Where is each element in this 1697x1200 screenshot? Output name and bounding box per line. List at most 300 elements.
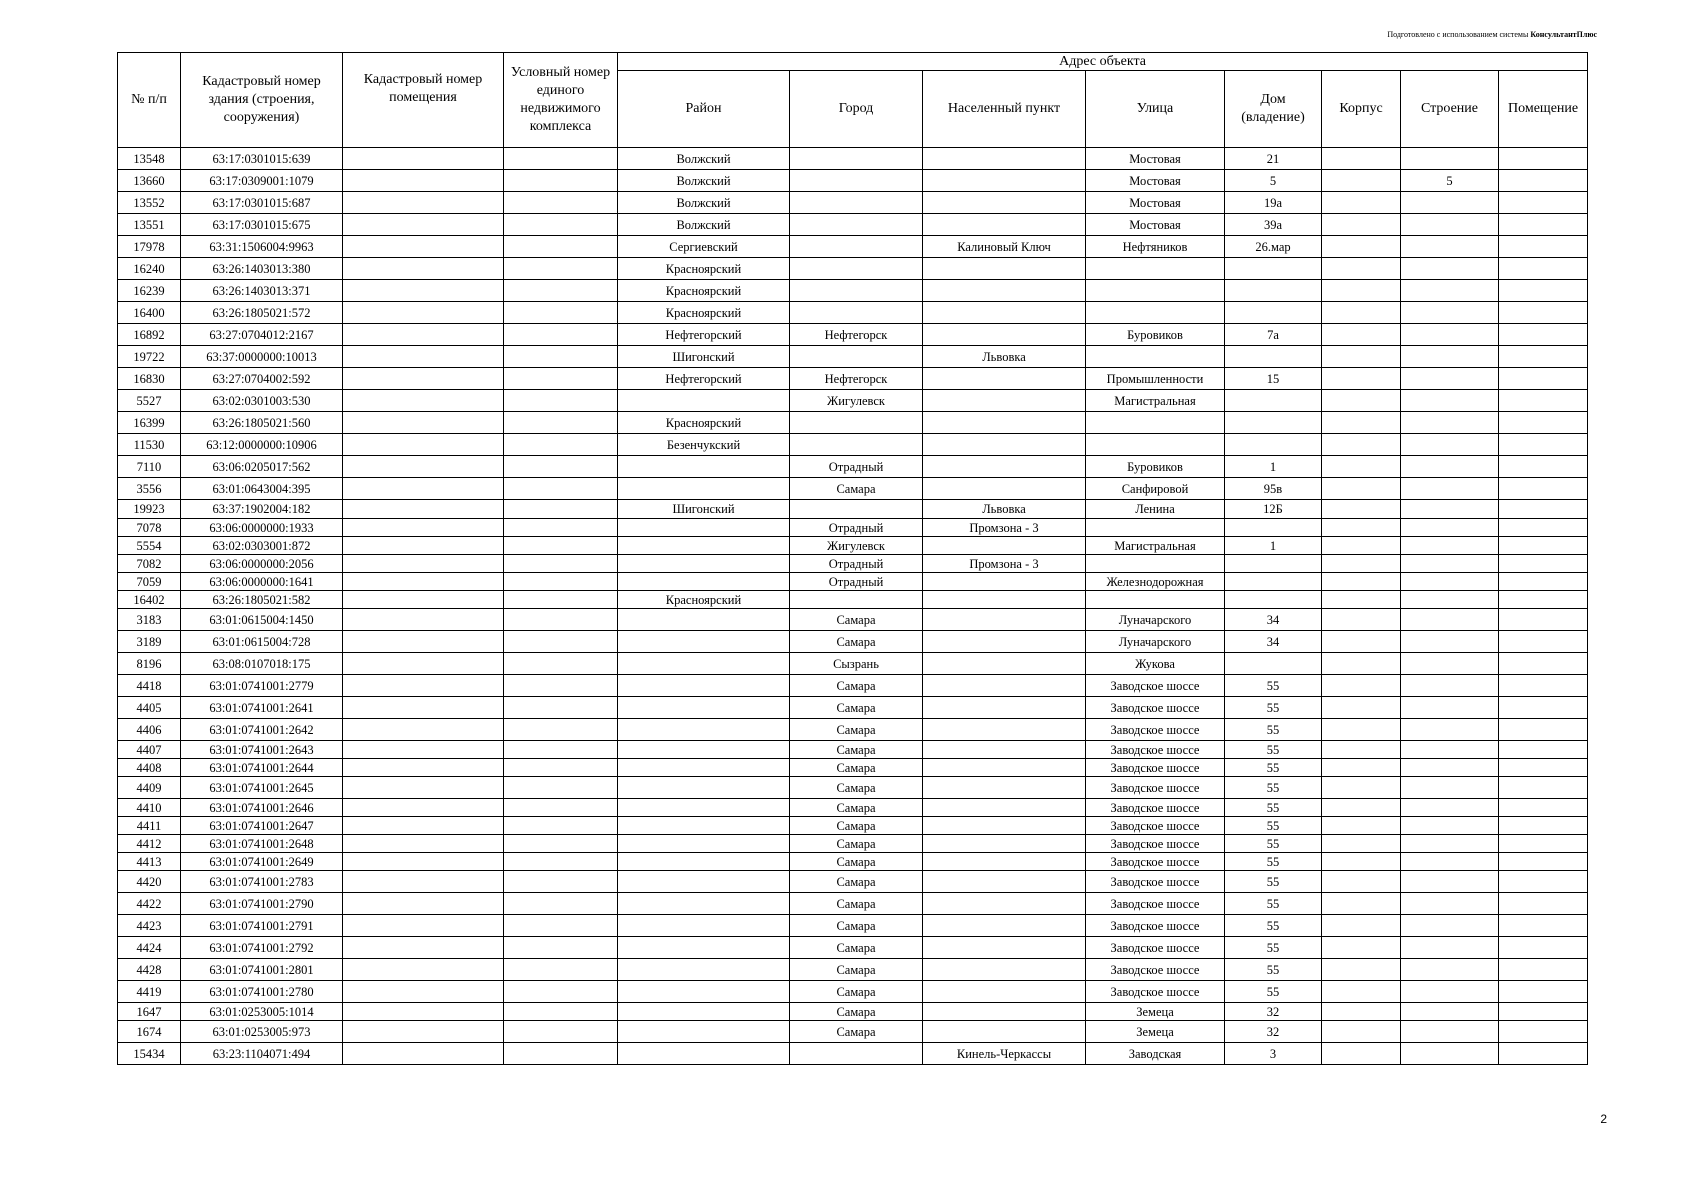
cell-room-cadastral [343,777,504,799]
cell-conditional-number [504,324,618,346]
table-row [118,697,1588,719]
cell-building-cadastral: 63:01:0741001:2780 [181,981,343,1003]
cell-conditional-number [504,456,618,478]
cell-conditional-number [504,719,618,741]
table-row [118,631,1588,653]
cell-house [1225,390,1322,412]
cell-num: 4418 [118,675,181,697]
header-note [1387,30,1597,39]
cell-street [1086,591,1225,609]
table-row [118,258,1588,280]
cell-settlement [923,609,1086,631]
cell-city [790,170,923,192]
table-row [118,573,1588,591]
cell-settlement [923,537,1086,555]
cell-district [618,555,790,573]
cell-room-cadastral [343,937,504,959]
cell-house [1225,280,1322,302]
cell-block [1322,368,1401,390]
cell-building-cadastral: 63:01:0643004:395 [181,478,343,500]
cell-room-cadastral [343,741,504,759]
cell-house: 55 [1225,777,1322,799]
table-row [118,759,1588,777]
cell-settlement [923,719,1086,741]
cell-conditional-number [504,959,618,981]
cell-house: 55 [1225,697,1322,719]
table-row [118,519,1588,537]
cell-num: 1674 [118,1021,181,1043]
cell-building [1401,324,1499,346]
cell-building-cadastral: 63:26:1805021:582 [181,591,343,609]
table-row [118,817,1588,835]
cell-building [1401,434,1499,456]
table-row [118,853,1588,871]
cell-house [1225,258,1322,280]
cell-room-cadastral [343,302,504,324]
cell-block [1322,324,1401,346]
cell-block [1322,777,1401,799]
cell-block [1322,719,1401,741]
cell-street: Заводская [1086,1043,1225,1065]
cell-num: 13660 [118,170,181,192]
cell-building-cadastral: 63:06:0000000:1933 [181,519,343,537]
cell-conditional-number [504,412,618,434]
cell-room [1499,346,1588,368]
cell-room [1499,799,1588,817]
cell-settlement [923,835,1086,853]
cell-city: Самара [790,1021,923,1043]
cell-district [618,573,790,591]
cell-settlement [923,959,1086,981]
cell-street: Заводское шоссе [1086,893,1225,915]
cell-room-cadastral [343,719,504,741]
cell-building-cadastral: 63:26:1403013:371 [181,280,343,302]
cell-building-cadastral: 63:01:0741001:2641 [181,697,343,719]
cell-city: Самара [790,915,923,937]
cell-conditional-number [504,478,618,500]
cell-settlement: Львовка [923,500,1086,519]
cell-room [1499,631,1588,653]
cell-num: 1647 [118,1003,181,1021]
cell-city [790,591,923,609]
cell-street: Заводское шоссе [1086,759,1225,777]
cell-building [1401,981,1499,1003]
cell-street: Жукова [1086,653,1225,675]
cell-settlement [923,981,1086,1003]
cell-building-cadastral: 63:01:0741001:2647 [181,817,343,835]
cell-house: 34 [1225,609,1322,631]
table-row [118,170,1588,192]
cell-house: 21 [1225,148,1322,170]
cell-district [618,1021,790,1043]
cell-building-cadastral: 63:06:0000000:1641 [181,573,343,591]
cell-district: Красноярский [618,258,790,280]
cell-street: Буровиков [1086,456,1225,478]
cell-room [1499,1003,1588,1021]
col-building-cadastral-header: Кадастровый номер здания (строения, сооружения) [181,53,343,148]
table-row [118,192,1588,214]
cell-conditional-number [504,148,618,170]
cell-num: 19722 [118,346,181,368]
cell-district: Безенчукский [618,434,790,456]
cell-num: 16400 [118,302,181,324]
cell-room [1499,817,1588,835]
cell-num: 13551 [118,214,181,236]
cell-conditional-number [504,258,618,280]
table-row [118,390,1588,412]
cell-building-cadastral: 63:01:0253005:973 [181,1021,343,1043]
cell-district [618,915,790,937]
cell-block [1322,1043,1401,1065]
cell-conditional-number [504,573,618,591]
cell-conditional-number [504,368,618,390]
cell-city [790,280,923,302]
table-row [118,1021,1588,1043]
cell-house: 12Б [1225,500,1322,519]
cell-room-cadastral [343,1043,504,1065]
table-row [118,893,1588,915]
cell-num: 4409 [118,777,181,799]
cell-building [1401,148,1499,170]
cell-conditional-number [504,555,618,573]
cell-block [1322,390,1401,412]
table-row [118,346,1588,368]
cell-district [618,390,790,412]
cell-room-cadastral [343,390,504,412]
cell-settlement [923,434,1086,456]
cell-building-cadastral: 63:06:0205017:562 [181,456,343,478]
cell-building-cadastral: 63:01:0741001:2644 [181,759,343,777]
cell-settlement [923,456,1086,478]
cell-settlement [923,280,1086,302]
cell-room-cadastral [343,591,504,609]
cell-conditional-number [504,675,618,697]
cell-street: Луначарского [1086,631,1225,653]
cell-num: 16892 [118,324,181,346]
cell-house: 55 [1225,853,1322,871]
cell-city: Самара [790,1003,923,1021]
cell-room [1499,675,1588,697]
cell-building [1401,368,1499,390]
cell-settlement [923,817,1086,835]
cell-room [1499,192,1588,214]
cell-house: 55 [1225,759,1322,777]
cell-district [618,478,790,500]
cell-block [1322,741,1401,759]
cell-city: Жигулевск [790,537,923,555]
cell-num: 4412 [118,835,181,853]
cell-street: Промышленности [1086,368,1225,390]
cell-num: 17978 [118,236,181,258]
cell-room-cadastral [343,478,504,500]
cell-building [1401,456,1499,478]
cell-settlement: Кинель-Черкассы [923,1043,1086,1065]
cell-building [1401,759,1499,777]
cell-street: Заводское шоссе [1086,741,1225,759]
cell-room-cadastral [343,871,504,893]
cell-district [618,456,790,478]
cell-building [1401,719,1499,741]
cell-settlement: Промзона - 3 [923,555,1086,573]
col-room-header: Помещение [1499,71,1588,148]
cell-conditional-number [504,236,618,258]
cell-room-cadastral [343,456,504,478]
cell-conditional-number [504,591,618,609]
cell-building [1401,631,1499,653]
cell-building-cadastral: 63:01:0741001:2783 [181,871,343,893]
cell-district [618,631,790,653]
cell-num: 11530 [118,434,181,456]
cell-building-cadastral: 63:01:0741001:2643 [181,741,343,759]
cell-num: 7059 [118,573,181,591]
cell-district: Красноярский [618,591,790,609]
cell-room [1499,893,1588,915]
cell-block [1322,302,1401,324]
cell-block [1322,631,1401,653]
cell-city: Самара [790,675,923,697]
cell-room-cadastral [343,555,504,573]
cell-settlement [923,697,1086,719]
cell-house: 3 [1225,1043,1322,1065]
cell-city [790,302,923,324]
cell-building [1401,871,1499,893]
cell-street: Мостовая [1086,170,1225,192]
cell-building [1401,653,1499,675]
cell-city: Отрадный [790,573,923,591]
cell-num: 4413 [118,853,181,871]
cell-num: 16402 [118,591,181,609]
table-header [118,53,1588,148]
cell-house [1225,412,1322,434]
cell-house [1225,591,1322,609]
cell-block [1322,653,1401,675]
cell-conditional-number [504,500,618,519]
table-row [118,456,1588,478]
cell-block [1322,959,1401,981]
cell-room [1499,777,1588,799]
cell-room [1499,434,1588,456]
cell-building [1401,346,1499,368]
col-street-header: Улица [1086,71,1225,148]
cell-building [1401,192,1499,214]
cell-building [1401,573,1499,591]
col-address-group-header: Адрес объекта [618,53,1588,71]
cell-conditional-number [504,835,618,853]
cell-house [1225,519,1322,537]
cell-building-cadastral: 63:06:0000000:2056 [181,555,343,573]
cell-street [1086,302,1225,324]
cell-district [618,537,790,555]
cell-room [1499,324,1588,346]
cell-building-cadastral: 63:26:1805021:560 [181,412,343,434]
cell-building [1401,478,1499,500]
cell-house: 55 [1225,817,1322,835]
cell-settlement [923,302,1086,324]
cell-room-cadastral [343,799,504,817]
cell-room-cadastral [343,236,504,258]
table-row [118,236,1588,258]
col-house-header: Дом (владение) [1225,71,1322,148]
cell-building [1401,675,1499,697]
cell-conditional-number [504,434,618,456]
cell-conditional-number [504,981,618,1003]
cell-room-cadastral [343,500,504,519]
registry-table [117,52,1588,1065]
cell-settlement [923,653,1086,675]
cell-street: Мостовая [1086,214,1225,236]
table-row [118,741,1588,759]
cell-settlement [923,893,1086,915]
cell-room [1499,519,1588,537]
table-row [118,214,1588,236]
cell-num: 5527 [118,390,181,412]
cell-street: Заводское шоссе [1086,799,1225,817]
table-row [118,871,1588,893]
header-note-brand: КонсультантПлюс [1530,30,1597,39]
cell-district [618,741,790,759]
cell-settlement [923,214,1086,236]
cell-settlement [923,148,1086,170]
cell-street: Заводское шоссе [1086,817,1225,835]
cell-district: Красноярский [618,280,790,302]
cell-district [618,519,790,537]
cell-room [1499,915,1588,937]
cell-house: 55 [1225,937,1322,959]
cell-num: 3556 [118,478,181,500]
cell-room [1499,456,1588,478]
cell-street [1086,412,1225,434]
cell-city [790,500,923,519]
cell-house [1225,573,1322,591]
cell-district [618,653,790,675]
cell-num: 7082 [118,555,181,573]
cell-room [1499,959,1588,981]
cell-city: Самара [790,871,923,893]
cell-city: Самара [790,835,923,853]
cell-settlement [923,871,1086,893]
cell-settlement [923,368,1086,390]
cell-building-cadastral: 63:12:0000000:10906 [181,434,343,456]
cell-building [1401,609,1499,631]
cell-district [618,835,790,853]
cell-city [790,434,923,456]
cell-block [1322,1021,1401,1043]
cell-num: 16239 [118,280,181,302]
cell-block [1322,675,1401,697]
cell-room [1499,937,1588,959]
cell-street [1086,434,1225,456]
col-building-header: Строение [1401,71,1499,148]
cell-street: Заводское шоссе [1086,835,1225,853]
cell-street: Заводское шоссе [1086,871,1225,893]
cell-room [1499,148,1588,170]
cell-settlement [923,1021,1086,1043]
cell-num: 4422 [118,893,181,915]
cell-room [1499,170,1588,192]
cell-settlement [923,258,1086,280]
cell-house [1225,653,1322,675]
cell-city: Самара [790,478,923,500]
cell-house: 1 [1225,456,1322,478]
cell-settlement [923,573,1086,591]
cell-conditional-number [504,346,618,368]
cell-block [1322,170,1401,192]
cell-block [1322,500,1401,519]
cell-conditional-number [504,1021,618,1043]
cell-num: 4408 [118,759,181,777]
cell-room-cadastral [343,697,504,719]
cell-block [1322,915,1401,937]
cell-city [790,346,923,368]
cell-building [1401,853,1499,871]
cell-conditional-number [504,937,618,959]
cell-settlement [923,777,1086,799]
cell-city: Нефтегорск [790,324,923,346]
cell-district [618,1003,790,1021]
cell-num: 4407 [118,741,181,759]
cell-street: Нефтяников [1086,236,1225,258]
cell-city: Самара [790,777,923,799]
cell-block [1322,817,1401,835]
cell-building-cadastral: 63:23:1104071:494 [181,1043,343,1065]
cell-room [1499,871,1588,893]
cell-room [1499,390,1588,412]
cell-building-cadastral: 63:01:0741001:2801 [181,959,343,981]
cell-house: 55 [1225,915,1322,937]
cell-building-cadastral: 63:31:1506004:9963 [181,236,343,258]
cell-building-cadastral: 63:01:0615004:1450 [181,609,343,631]
cell-room-cadastral [343,537,504,555]
cell-conditional-number [504,777,618,799]
table-row [118,959,1588,981]
table-row [118,500,1588,519]
cell-room [1499,537,1588,555]
cell-district [618,981,790,1003]
cell-house: 39а [1225,214,1322,236]
cell-room [1499,368,1588,390]
col-settlement-header: Населенный пункт [923,71,1086,148]
cell-district [618,719,790,741]
table-row [118,1003,1588,1021]
table-row [118,368,1588,390]
cell-num: 4424 [118,937,181,959]
cell-num: 7110 [118,456,181,478]
cell-street: Заводское шоссе [1086,959,1225,981]
cell-city: Сызрань [790,653,923,675]
cell-room-cadastral [343,853,504,871]
cell-street: Заводское шоссе [1086,697,1225,719]
cell-num: 4420 [118,871,181,893]
cell-conditional-number [504,817,618,835]
cell-room [1499,1021,1588,1043]
cell-conditional-number [504,170,618,192]
table-row [118,937,1588,959]
cell-street [1086,519,1225,537]
cell-city: Отрадный [790,456,923,478]
cell-building [1401,893,1499,915]
cell-num: 4428 [118,959,181,981]
cell-district [618,1043,790,1065]
table-row [118,719,1588,741]
cell-settlement [923,853,1086,871]
cell-conditional-number [504,759,618,777]
cell-conditional-number [504,302,618,324]
cell-building [1401,214,1499,236]
cell-conditional-number [504,1003,618,1021]
cell-room [1499,1043,1588,1065]
cell-city: Самара [790,719,923,741]
cell-building-cadastral: 63:01:0615004:728 [181,631,343,653]
